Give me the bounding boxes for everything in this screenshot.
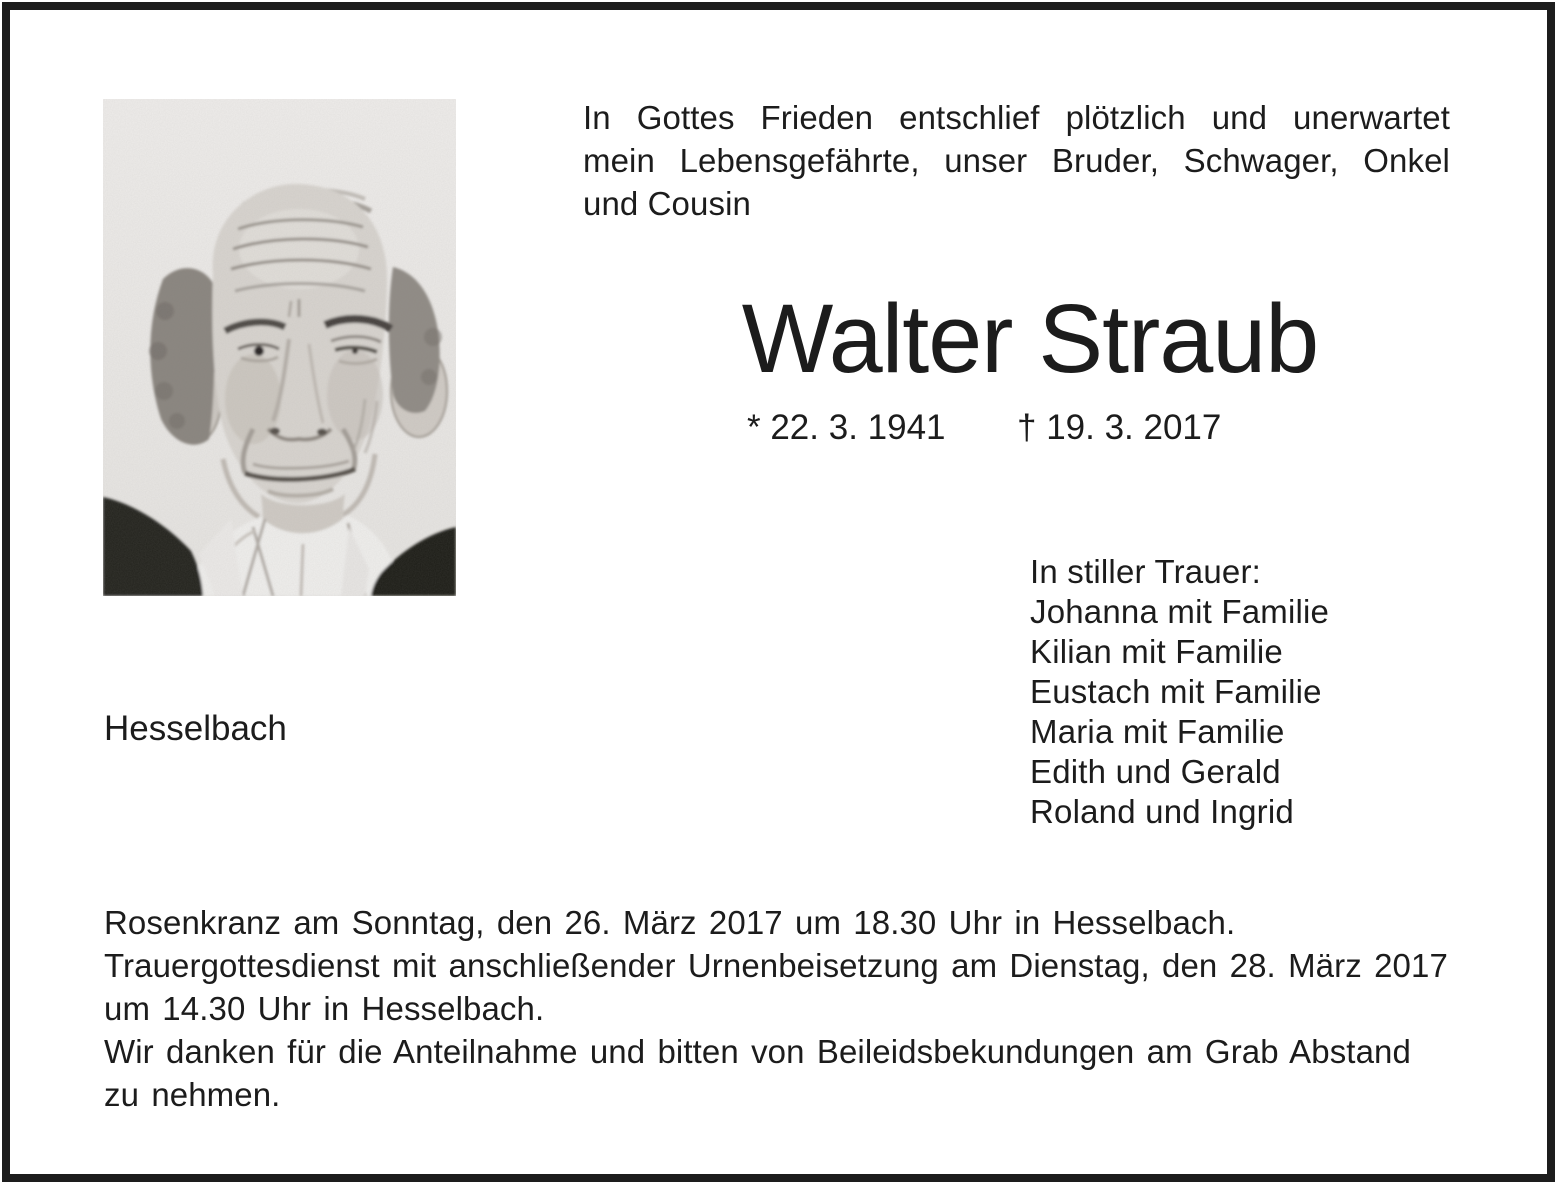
text-line: Edith und Gerald	[1030, 753, 1281, 790]
place-name: Hesselbach	[104, 709, 287, 748]
text-line: Wir danken für die Anteilnahme und bitten von Beileidsbekundungen am Grab Abstand	[104, 1033, 1411, 1070]
text-line: und Cousin	[583, 185, 751, 222]
film-grain-overlay	[103, 99, 456, 596]
text-line: Trauergottesdienst mit anschließender Urnenbeisetzung am Dienstag, den 28. März 2017	[104, 947, 1448, 984]
birth-date: * 22. 3. 1941	[747, 408, 946, 447]
text-line: mein Lebensgefährte, unser Bruder, Schwager, Onkel	[583, 142, 1450, 179]
text-line: zu nehmen.	[104, 1076, 281, 1113]
text-line: In Gottes Frieden entschlief plötzlich und unerwartet	[583, 99, 1450, 136]
text-line: Kilian mit Familie	[1030, 633, 1283, 670]
text-line: um 14.30 Uhr in Hesselbach.	[104, 990, 545, 1027]
text-line: Johanna mit Familie	[1030, 593, 1330, 630]
mourners-list	[1030, 552, 1329, 832]
text-line: In stiller Trauer:	[1030, 553, 1262, 590]
funeral-announcements	[104, 901, 1453, 1116]
text-line: Roland und Ingrid	[1030, 793, 1294, 830]
deceased-photo	[103, 99, 456, 596]
text-line: Maria mit Familie	[1030, 713, 1285, 750]
deceased-name: Walter Straub	[741, 284, 1319, 393]
intro-text	[583, 96, 1450, 225]
text-line: Eustach mit Familie	[1030, 673, 1322, 710]
portrait-illustration	[103, 99, 456, 596]
text-line: Rosenkranz am Sonntag, den 26. März 2017 um 18.30 Uhr in Hesselbach.	[104, 904, 1236, 941]
death-date: † 19. 3. 2017	[1017, 408, 1222, 447]
